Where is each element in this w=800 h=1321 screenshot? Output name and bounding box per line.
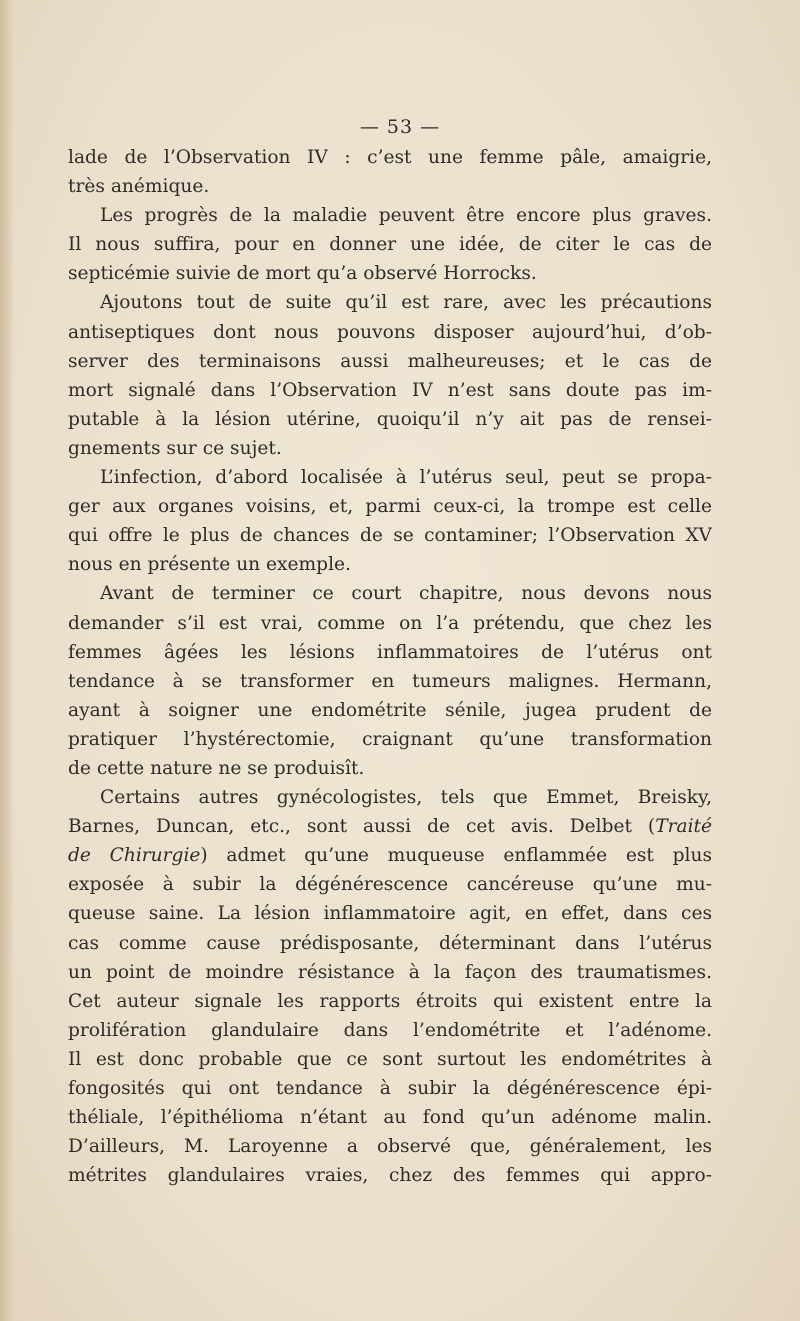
line-text: Cet auteur signale les rapports étroits qui existent entre la — [68, 990, 712, 1012]
line-text: D’ailleurs, M. Laroyenne a observé que, généralement, les — [68, 1136, 712, 1158]
page-number: — 53 — — [359, 116, 441, 138]
text-line — [68, 870, 712, 899]
body-text — [68, 143, 712, 1190]
text-line — [68, 376, 712, 405]
line-text: nous en présente un exemple. — [68, 554, 351, 576]
text-line — [68, 667, 712, 696]
text-line — [68, 899, 712, 928]
text-line — [68, 259, 712, 288]
text-line — [68, 405, 712, 434]
page-binding-edge — [0, 0, 14, 1321]
text-line — [68, 492, 712, 521]
text-line — [68, 638, 712, 667]
line-text: Avant de terminer ce court chapitre, nous devons nous — [100, 583, 712, 605]
text-line — [68, 1016, 712, 1045]
text-line — [68, 812, 712, 841]
line-text: qui offre le plus de chances de se contaminer; l’Observation XV — [68, 525, 712, 547]
line-text: métrites glandulaires vraies, chez des femmes qui appro- — [68, 1165, 712, 1187]
text-line — [68, 1074, 712, 1103]
text-line — [68, 1132, 712, 1161]
text-line — [68, 288, 712, 317]
line-text: Certains autres gynécologistes, tels que Emmet, Breisky, — [100, 787, 712, 809]
line-text: Les progrès de la maladie peuvent être encore plus graves. — [100, 205, 712, 227]
line-text: antiseptiques dont nous pouvons disposer aujourd’hui, d’ob- — [68, 321, 712, 343]
line-text: un point de moindre résistance à la façon des traumatismes. — [68, 961, 712, 983]
line-text: Il est donc probable que ce sont surtout les endométrites à — [68, 1048, 712, 1070]
line-text: L’infection, d’abord localisée à l’utérus seul, peut se propa- — [100, 467, 712, 489]
line-text: prolifération glandulaire dans l’endométrite et l’adénome. — [68, 1019, 712, 1041]
line-text: demander s’il est vrai, comme on l’a prétendu, que chez les — [68, 612, 712, 634]
text-line — [68, 463, 712, 492]
text-line — [68, 929, 712, 958]
line-text: ger aux organes voisins, et, parmi ceux-ci, la trompe est celle — [68, 496, 712, 518]
text-line — [68, 754, 712, 783]
text-line — [68, 201, 712, 230]
text-line — [68, 958, 712, 987]
line-text: très anémique. — [68, 176, 210, 198]
text-line — [68, 230, 712, 259]
text-line — [68, 172, 712, 201]
line-text: septicémie suivie de mort qu’a observé Horrocks. — [68, 263, 537, 285]
line-text: tendance à se transformer en tumeurs malignes. Hermann, — [68, 670, 712, 692]
text-line — [68, 1103, 712, 1132]
text-line — [68, 434, 712, 463]
line-text: cas comme cause prédisposante, déterminant dans l’utérus — [68, 932, 712, 954]
line-text: théliale, l’épithélioma n’étant au fond qu’un adénome malin. — [68, 1107, 712, 1129]
line-text: putable à la lésion utérine, quoiqu’il n’y ait pas de rensei- — [68, 408, 712, 430]
line-text: femmes âgées les lésions inflammatoires de l’utérus ont — [68, 641, 712, 663]
text-line — [68, 609, 712, 638]
line-text: Barnes, Duncan, etc., sont aussi de cet avis. Delbet ( — [68, 816, 656, 838]
line-text: lade de l’Observation IV : c’est une femme pâle, amaigrie, — [68, 147, 712, 168]
line-text: ) admet qu’une muqueuse enflammée est plus — [200, 845, 712, 867]
text-line — [68, 347, 712, 376]
line-text: Ajoutons tout de suite qu’il est rare, avec les précautions — [100, 292, 712, 314]
line-text: de cette nature ne se produisît. — [68, 757, 365, 779]
line-text: Il nous suffira, pour en donner une idée, de citer le cas de — [68, 234, 712, 256]
text-line — [68, 550, 712, 579]
text-line — [68, 143, 712, 172]
line-text: queuse saine. La lésion inflammatoire agit, en effet, dans ces — [68, 903, 712, 925]
line-text: mort signalé dans l’Observation IV n’est sans doute pas im- — [68, 379, 712, 401]
line-text: gnements sur ce sujet. — [68, 437, 282, 459]
text-line — [68, 987, 712, 1016]
text-line — [68, 696, 712, 725]
text-line — [68, 318, 712, 347]
line-text: exposée à subir la dégénérescence cancéreuse qu’une mu- — [68, 874, 712, 896]
text-line — [68, 841, 712, 870]
line-text: ayant à soigner une endométrite sénile, jugea prudent de — [68, 699, 712, 721]
line-text: server des terminaisons aussi malheureuses; et le cas de — [68, 350, 712, 372]
text-line — [68, 783, 712, 812]
italic-title: Traité — [655, 816, 712, 838]
italic-title: de Chirurgie — [68, 845, 201, 867]
text-line — [68, 579, 712, 608]
text-line — [68, 521, 712, 550]
text-line — [68, 1161, 712, 1190]
text-line — [68, 725, 712, 754]
text-line — [68, 1045, 712, 1074]
line-text: pratiquer l’hystérectomie, craignant qu’une transformation — [68, 728, 712, 750]
line-text: fongosités qui ont tendance à subir la dégénérescence épi- — [68, 1078, 712, 1099]
